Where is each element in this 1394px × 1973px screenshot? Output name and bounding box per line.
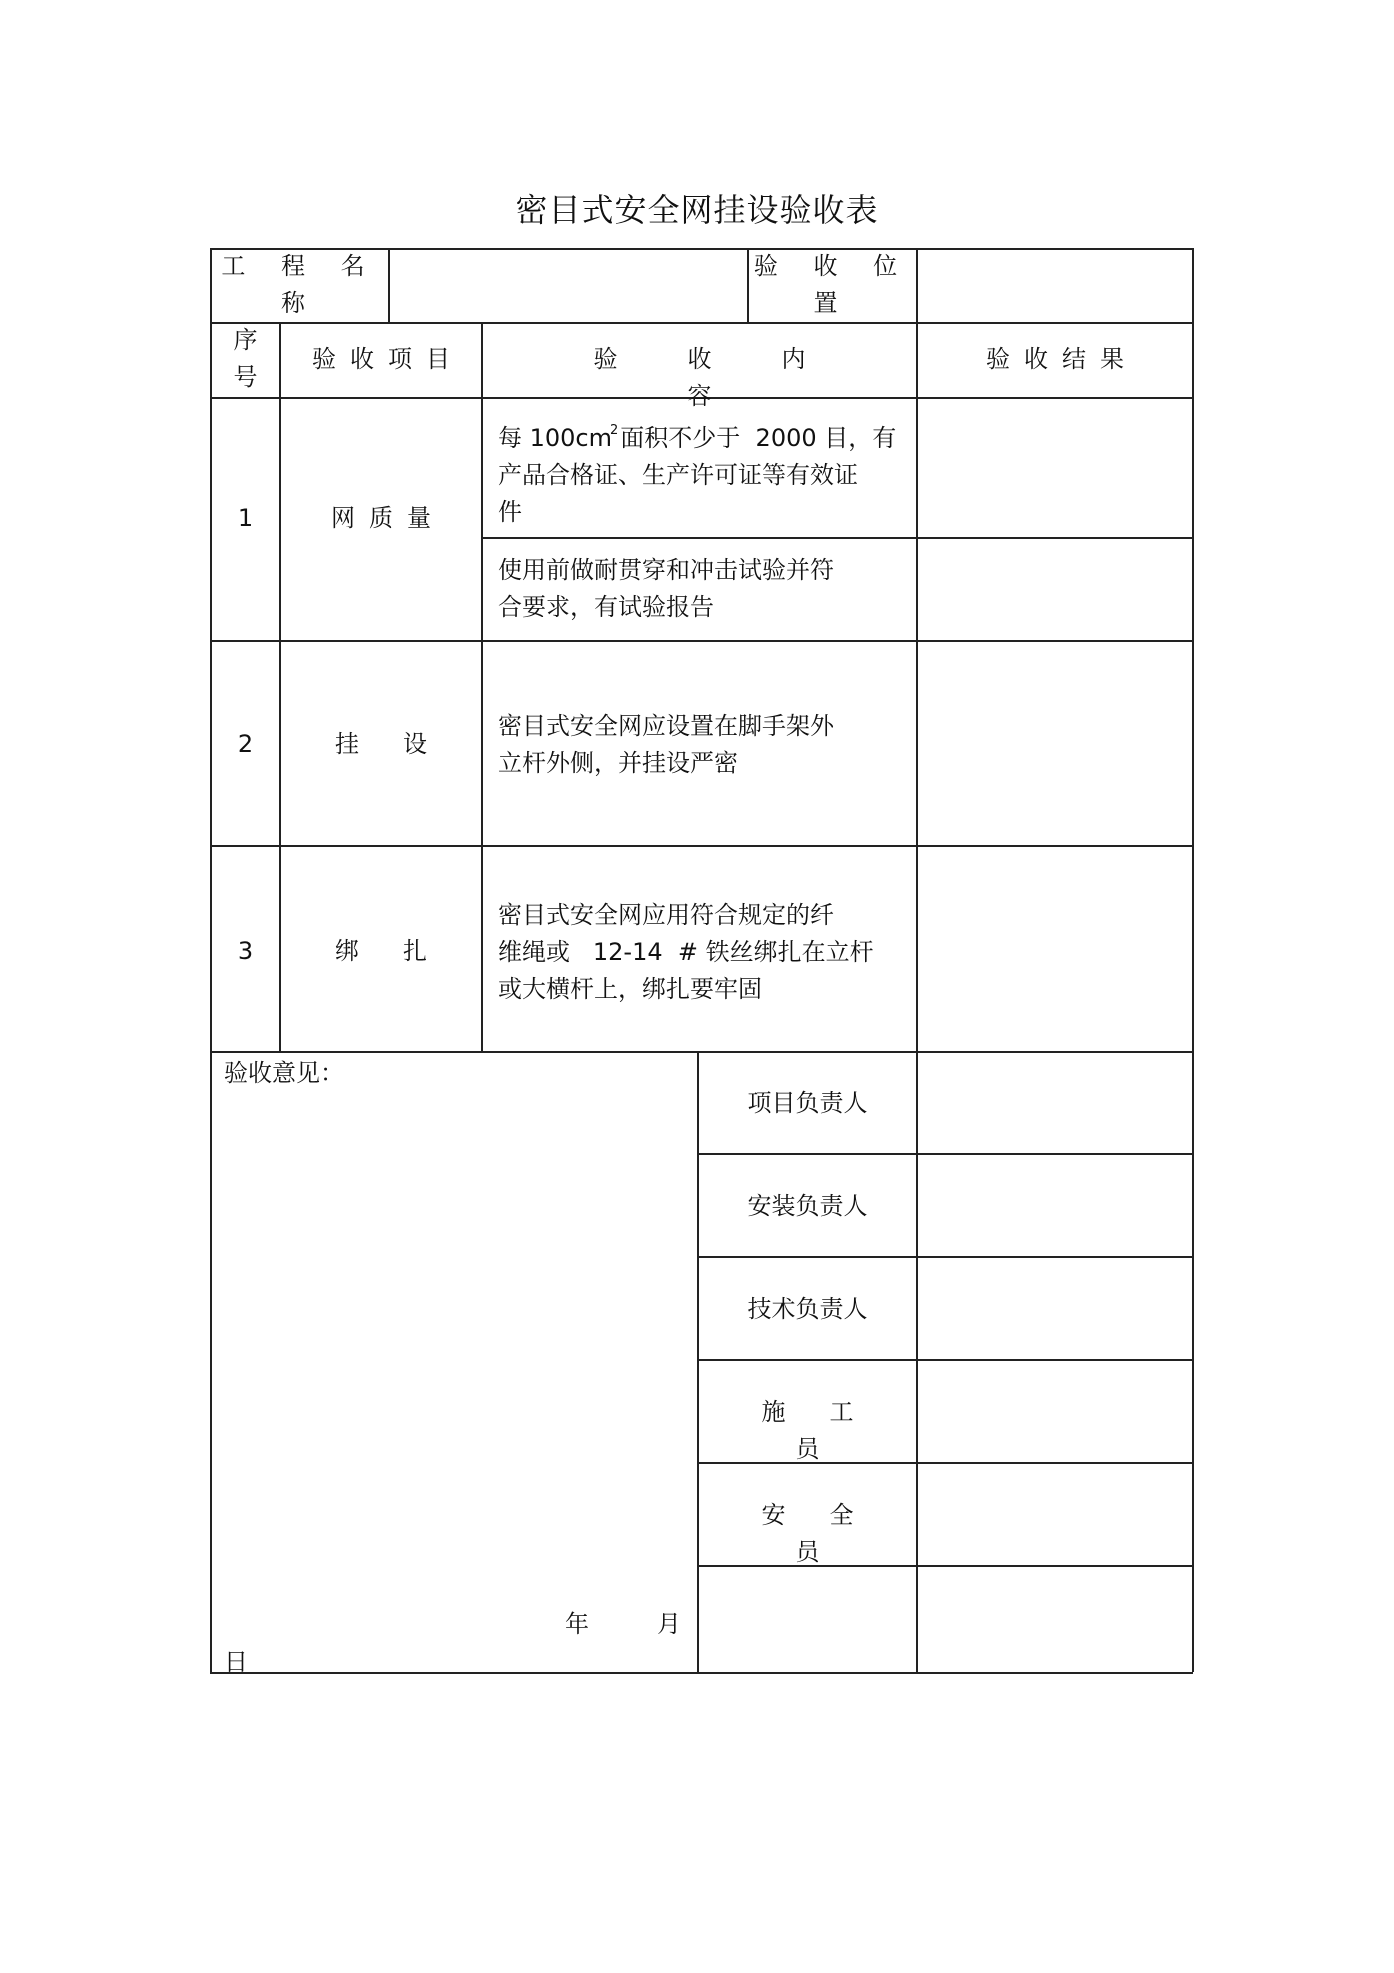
page-title: 密目式安全网挂设验收表 bbox=[515, 191, 879, 229]
signature-cell-project-manager[interactable] bbox=[918, 1053, 1192, 1153]
row-3-content-line3: 或大横杆上，绑扎要牢固 bbox=[498, 975, 762, 1003]
signer-project-manager: 项目负责人 bbox=[747, 1089, 868, 1117]
signature-cell-constructor[interactable] bbox=[918, 1361, 1192, 1462]
project-name-label bbox=[212, 248, 388, 322]
row-3-content bbox=[498, 897, 918, 1008]
date-month: 月 bbox=[657, 1610, 681, 1638]
row-1-content-b bbox=[498, 552, 918, 626]
row-1-content-a-line3: 件 bbox=[498, 498, 522, 526]
column-header-seq bbox=[212, 322, 279, 396]
column-header-content: 验收内容 bbox=[593, 345, 876, 410]
row-1-seq: 1 bbox=[237, 504, 254, 532]
project-name-label-line1: 工 程 名 bbox=[221, 252, 379, 280]
column-header-item: 验收项目 bbox=[312, 345, 464, 373]
signer-constructor: 施工员 bbox=[761, 1398, 898, 1463]
row-2-content-line1: 密目式安全网应设置在脚手架外 bbox=[498, 712, 834, 740]
project-name-label-line2: 称 bbox=[281, 289, 319, 317]
column-header-seq-line1: 序 bbox=[233, 326, 258, 354]
location-label-line2: 置 bbox=[813, 289, 852, 317]
row-1-content-a-line2: 产品合格证、生产许可证等有效证 bbox=[498, 461, 858, 489]
row-2-item: 挂设 bbox=[335, 730, 471, 758]
row-1-content-b-line2: 合要求，有试验报告 bbox=[498, 593, 714, 621]
signature-cell-installation-manager[interactable] bbox=[918, 1155, 1192, 1256]
signer-technical-manager: 技术负责人 bbox=[747, 1295, 868, 1323]
date-day: 日 bbox=[224, 1648, 248, 1676]
row-1-content-a-post: 面积不少于 2000 目，有 bbox=[620, 424, 897, 452]
location-value[interactable] bbox=[918, 248, 1192, 322]
grid-line bbox=[210, 845, 1193, 847]
location-label bbox=[749, 248, 916, 322]
opinion-label: 验收意见： bbox=[224, 1059, 344, 1087]
row-3-item: 绑扎 bbox=[335, 937, 471, 965]
row-1-content-a-pre: 每 100cm bbox=[498, 424, 613, 452]
grid-line bbox=[481, 322, 483, 1051]
column-header-result: 验收结果 bbox=[986, 345, 1138, 373]
row-3-content-line1: 密目式安全网应用符合规定的纤 bbox=[498, 901, 834, 929]
row-2-content-line2: 立杆外侧，并挂设严密 bbox=[498, 749, 738, 777]
row-3-seq: 3 bbox=[237, 937, 254, 965]
superscript-2: 2 bbox=[610, 423, 619, 438]
grid-line bbox=[210, 1672, 1193, 1674]
signature-cell-safety-officer[interactable] bbox=[918, 1464, 1192, 1565]
column-header-seq-line2: 号 bbox=[233, 363, 258, 391]
grid-line bbox=[481, 537, 1193, 539]
row-1-content-a-line1 bbox=[498, 412, 918, 457]
signer-installation-manager: 安装负责人 bbox=[747, 1192, 868, 1220]
grid-line bbox=[1192, 248, 1194, 1672]
signer-safety-officer: 安全员 bbox=[761, 1501, 898, 1566]
grid-line bbox=[210, 640, 1193, 642]
date-year: 年 bbox=[565, 1610, 589, 1638]
row-2-content bbox=[498, 708, 918, 782]
grid-line bbox=[210, 322, 1193, 324]
signature-cell-technical-manager[interactable] bbox=[918, 1258, 1192, 1359]
row-1-content-b-line1: 使用前做耐贯穿和冲击试验并符 bbox=[498, 556, 834, 584]
row-2-seq: 2 bbox=[237, 730, 254, 758]
location-label-line1: 验 收 位 bbox=[753, 252, 912, 280]
row-3-content-line2: 维绳或 12-14 # 铁丝绑扎在立杆 bbox=[498, 938, 874, 966]
row-1-item: 网质量 bbox=[331, 504, 445, 532]
project-name-value[interactable] bbox=[390, 248, 747, 322]
row-1-content-a bbox=[498, 412, 918, 531]
grid-line bbox=[697, 1051, 699, 1672]
